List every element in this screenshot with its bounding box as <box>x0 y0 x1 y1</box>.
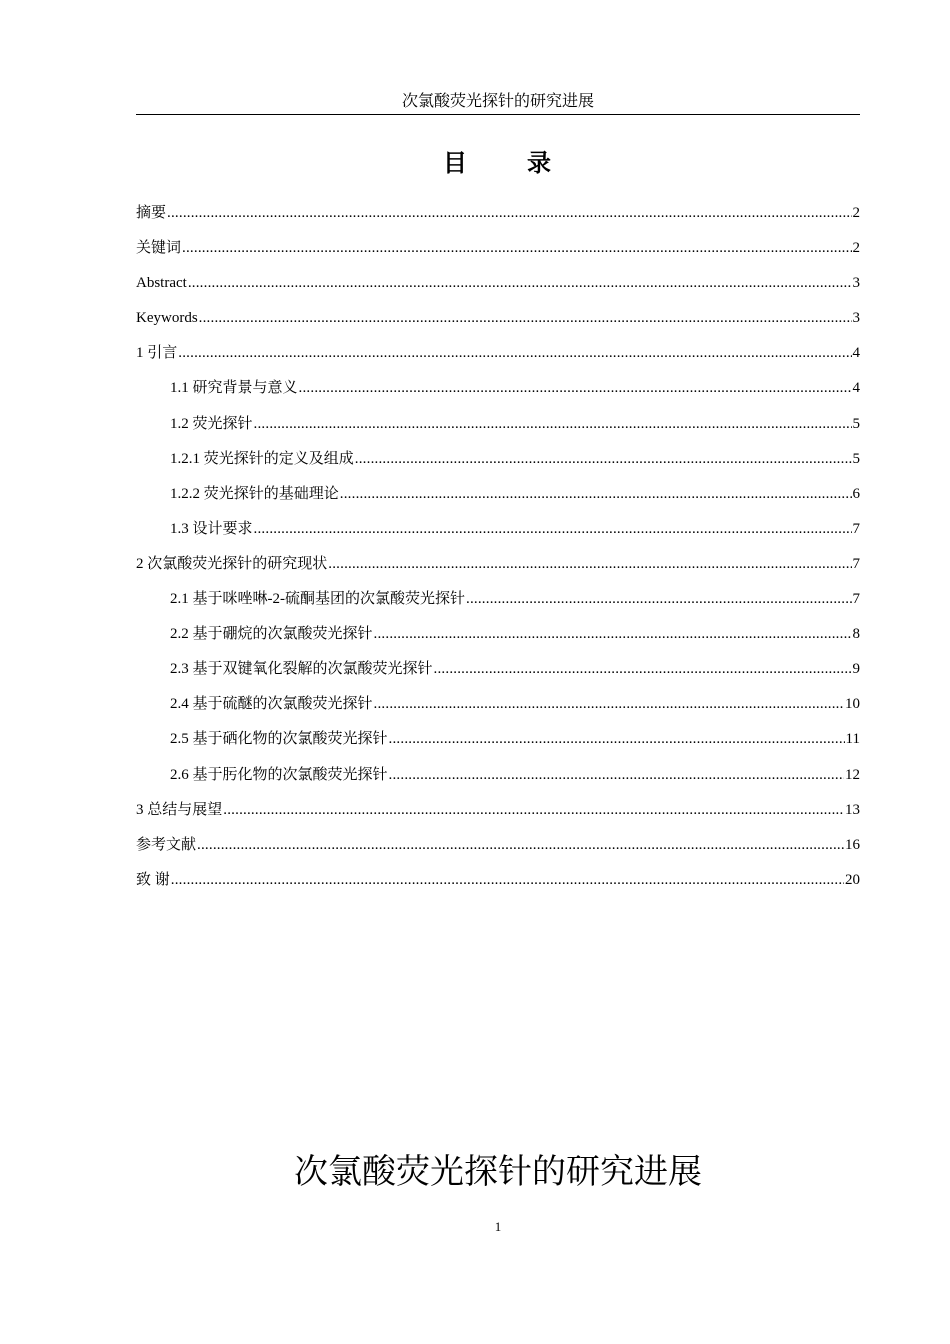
toc-entry-page: 16 <box>845 836 860 853</box>
toc-dot-leader <box>434 658 852 680</box>
toc-entry[interactable] <box>136 413 860 448</box>
toc-dot-leader <box>374 693 844 715</box>
toc-entry-label: Keywords <box>136 310 198 327</box>
toc-dot-leader <box>182 237 851 259</box>
toc-dot-leader <box>389 764 844 786</box>
toc-entry-page: 4 <box>852 380 860 397</box>
toc-entry[interactable] <box>136 342 860 377</box>
toc-entry-page: 4 <box>852 345 860 362</box>
toc-dot-leader <box>389 728 845 750</box>
toc-entry-page: 7 <box>852 591 860 608</box>
toc-entry-label: 3 总结与展望 <box>136 801 223 818</box>
toc-entry-label: 1.2.2 荧光探针的基础理论 <box>170 485 339 502</box>
toc-entry-page: 2 <box>852 240 860 257</box>
toc-entry[interactable] <box>136 764 860 799</box>
toc-entry-label: 1.2 荧光探针 <box>170 415 253 432</box>
toc-title-part2: 录 <box>527 149 553 177</box>
toc-dot-leader <box>197 834 844 856</box>
toc-entry-page: 2 <box>852 205 860 221</box>
toc-title <box>136 147 860 179</box>
toc-entry-page: 3 <box>852 310 860 327</box>
toc-dot-leader <box>340 483 852 505</box>
table-of-contents <box>136 202 860 904</box>
toc-dot-leader <box>374 623 852 645</box>
toc-dot-leader <box>466 588 852 610</box>
toc-entry-label: 参考文献 <box>136 836 197 853</box>
toc-entry-label: 致 谢 <box>136 871 170 888</box>
toc-entry[interactable] <box>136 307 860 342</box>
toc-entry-label: 2.5 基于硒化物的次氯酸荧光探针 <box>170 731 388 748</box>
document-title: 次氯酸荧光探针的研究进展 <box>294 1152 702 1192</box>
toc-entry-label: 2.6 基于肟化物的次氯酸荧光探针 <box>170 766 388 783</box>
toc-entry[interactable] <box>136 237 860 272</box>
toc-entry[interactable] <box>136 377 860 412</box>
toc-entry-label: 摘要 <box>136 205 167 221</box>
toc-entry[interactable] <box>136 553 860 588</box>
toc-entry[interactable] <box>136 728 860 763</box>
toc-entry-label: 1.2.1 荧光探针的定义及组成 <box>170 450 354 467</box>
toc-entry-label: 1.3 设计要求 <box>170 520 253 537</box>
toc-entry-label: 2.3 基于双键氧化裂解的次氯酸荧光探针 <box>170 661 433 678</box>
toc-entry-label: 2.1 基于咪唑啉-2-硫酮基团的次氯酸荧光探针 <box>170 591 465 608</box>
toc-entry-page: 5 <box>852 415 860 432</box>
toc-entry[interactable] <box>136 693 860 728</box>
toc-entry[interactable] <box>136 799 860 834</box>
toc-entry-page: 5 <box>852 450 860 467</box>
toc-entry-page: 10 <box>845 696 860 713</box>
toc-entry-page: 9 <box>852 661 860 678</box>
running-header: 次氯酸荧光探针的研究进展 <box>401 93 594 110</box>
toc-entry-page: 11 <box>845 731 860 748</box>
toc-dot-leader <box>355 448 852 470</box>
toc-entry[interactable] <box>136 202 860 237</box>
toc-dot-leader <box>299 377 852 399</box>
toc-entry-label: 2.4 基于硫醚的次氯酸荧光探针 <box>170 696 373 713</box>
toc-entry-page: 6 <box>852 485 860 502</box>
toc-dot-leader <box>171 869 844 891</box>
toc-dot-leader <box>178 342 851 364</box>
toc-entry[interactable] <box>136 483 860 518</box>
toc-entry[interactable] <box>136 448 860 483</box>
toc-entry[interactable] <box>136 869 860 904</box>
toc-dot-leader <box>188 272 852 294</box>
toc-entry[interactable] <box>136 272 860 307</box>
toc-entry-page: 8 <box>852 626 860 643</box>
toc-entry[interactable] <box>136 658 860 693</box>
toc-dot-leader <box>254 413 852 435</box>
toc-entry[interactable] <box>136 588 860 623</box>
toc-entry-page: 13 <box>845 801 860 818</box>
toc-entry-label: 2.2 基于硼烷的次氯酸荧光探针 <box>170 626 373 643</box>
toc-entry[interactable] <box>136 518 860 553</box>
header-rule <box>136 114 860 115</box>
toc-entry[interactable] <box>136 834 860 869</box>
toc-dot-leader <box>328 553 851 575</box>
toc-dot-leader <box>167 202 851 224</box>
toc-entry-page: 12 <box>845 766 860 783</box>
toc-title-part1: 目 <box>443 149 469 177</box>
page-number: 1 <box>494 1219 502 1234</box>
toc-entry-label: 关键词 <box>136 240 182 257</box>
toc-entry-page: 7 <box>852 555 860 572</box>
toc-entry[interactable] <box>136 623 860 658</box>
toc-dot-leader <box>254 518 852 540</box>
toc-entry-page: 7 <box>852 520 860 537</box>
toc-dot-leader <box>199 307 852 329</box>
toc-dot-leader <box>223 799 844 821</box>
toc-entry-label: 1 引言 <box>136 345 178 362</box>
toc-entry-page: 3 <box>852 275 860 292</box>
toc-entry-label: Abstract <box>136 275 187 292</box>
toc-entry-label: 1.1 研究背景与意义 <box>170 380 298 397</box>
toc-entry-page: 20 <box>845 871 860 888</box>
toc-entry-label: 2 次氯酸荧光探针的研究现状 <box>136 555 328 572</box>
